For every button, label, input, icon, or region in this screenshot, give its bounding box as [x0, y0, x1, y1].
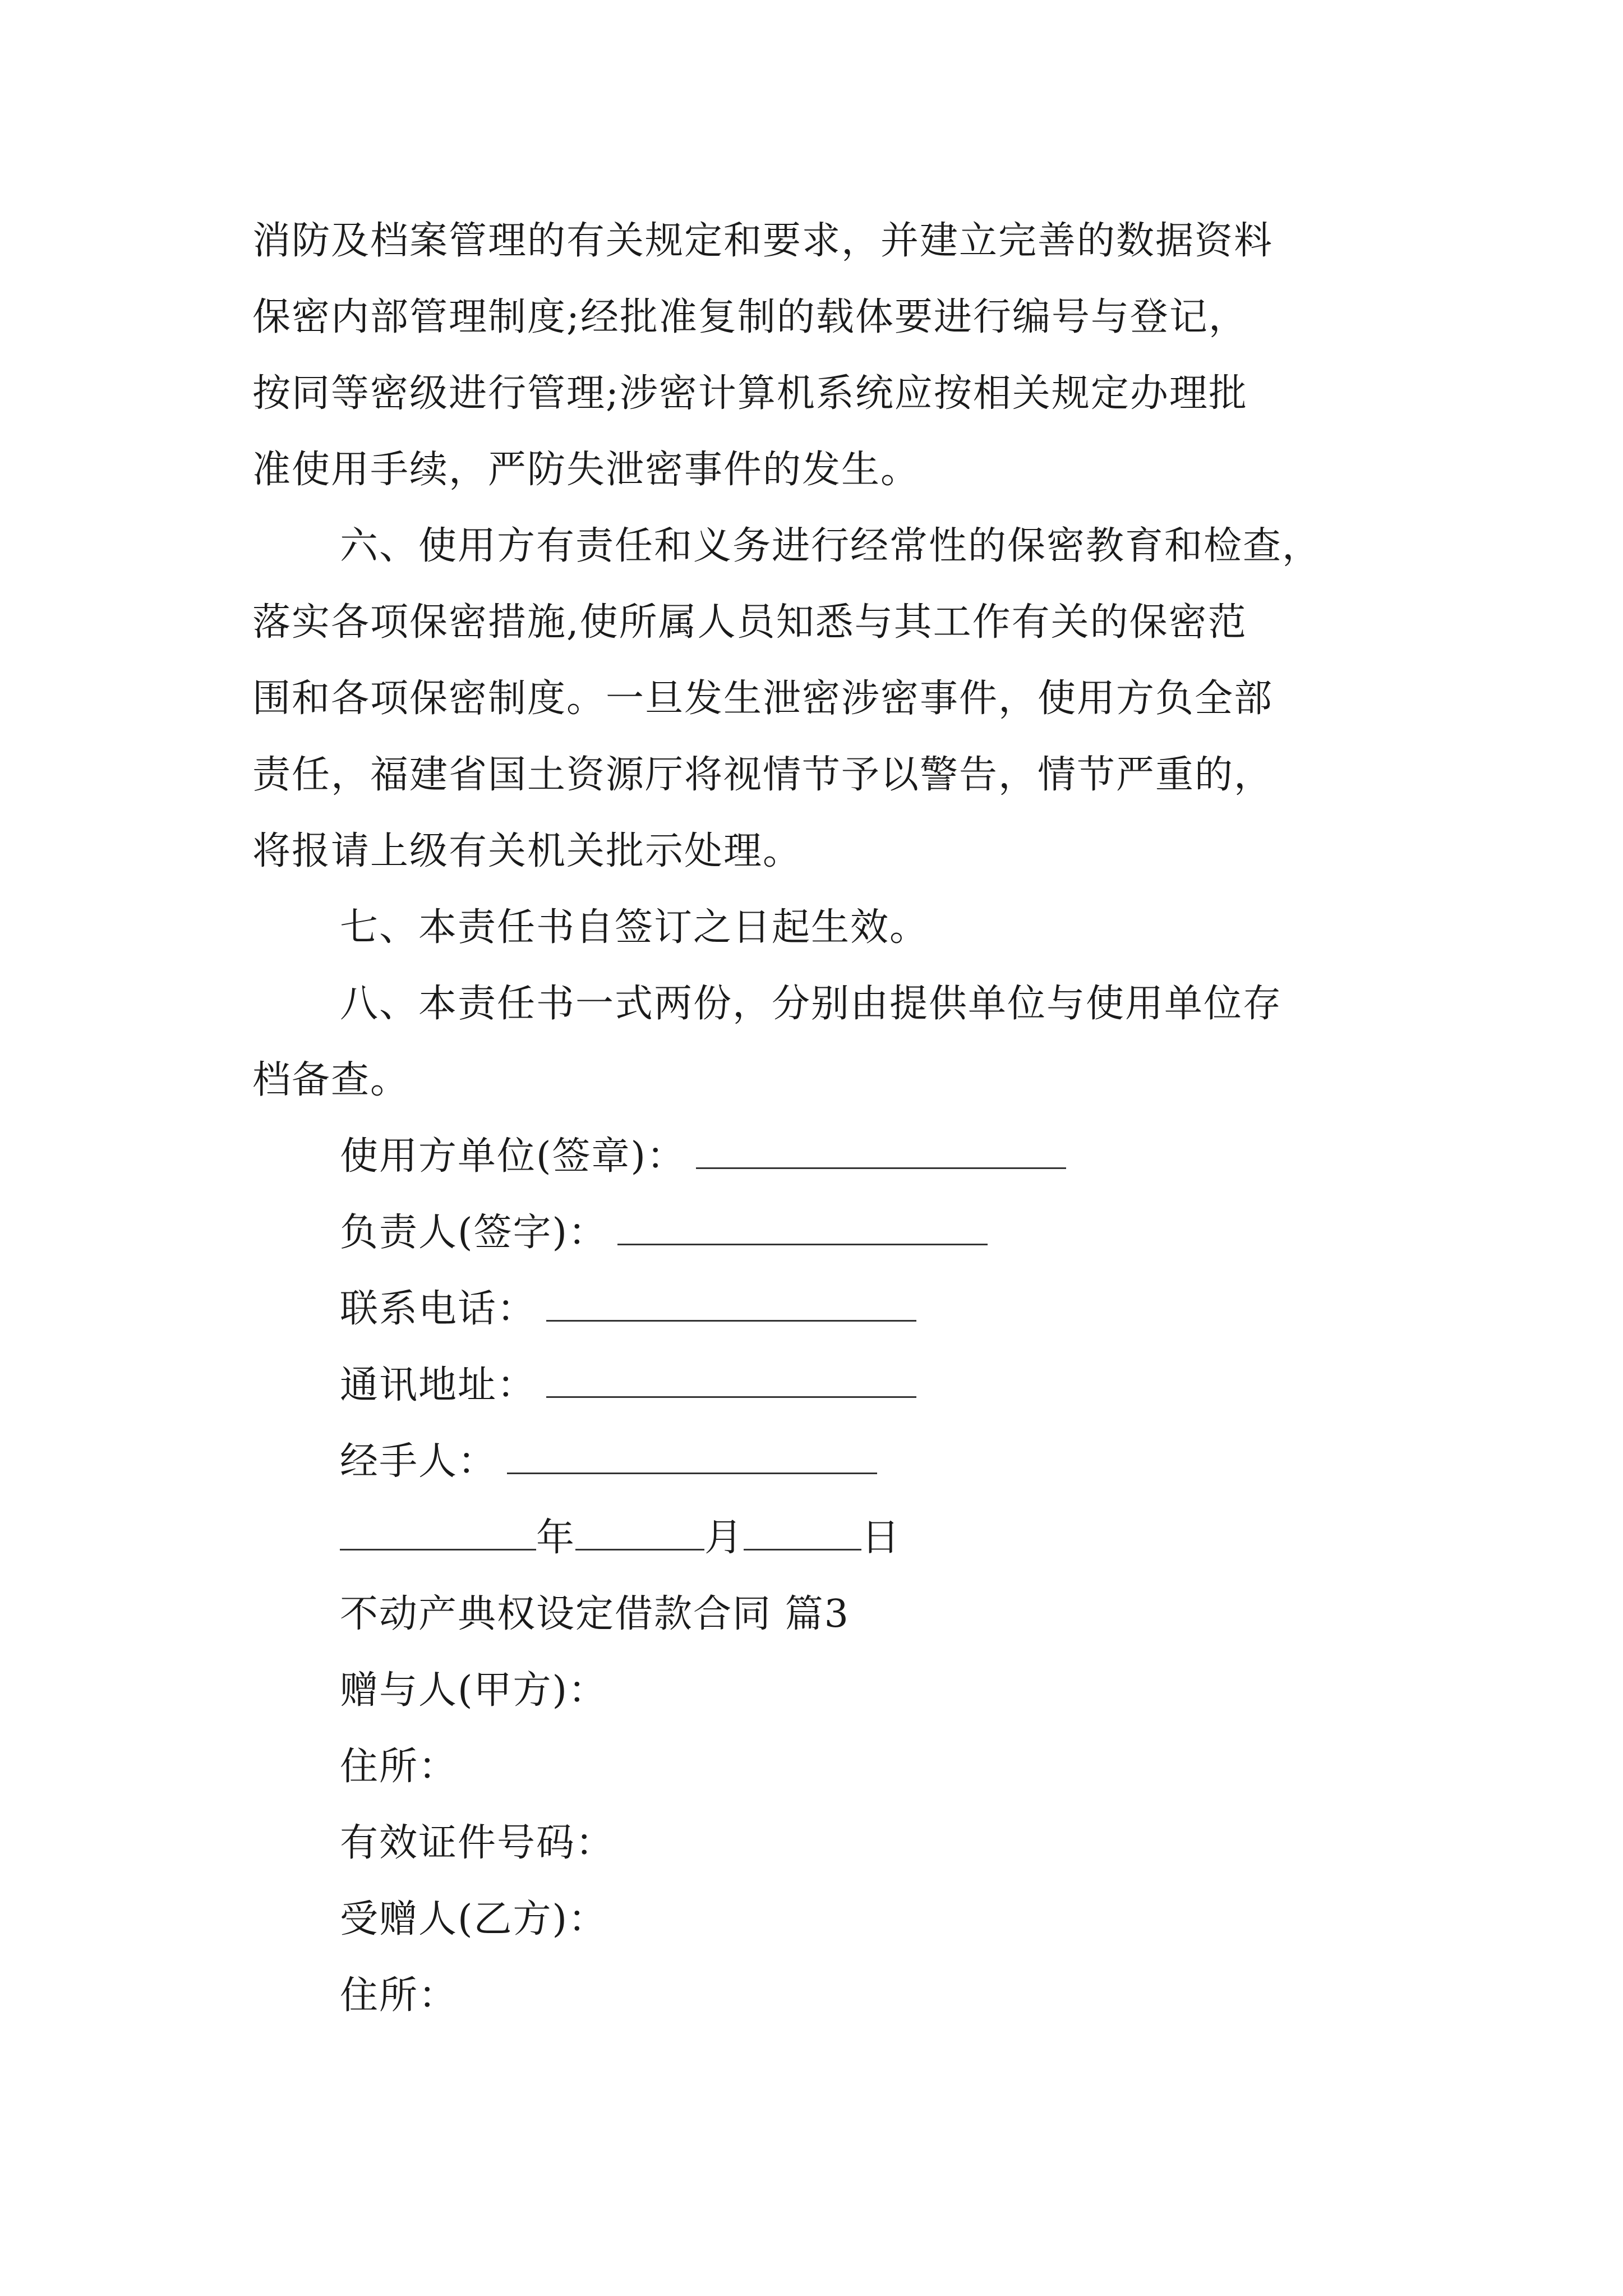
- date-month-label: 月: [704, 1516, 744, 1560]
- clause-8-line: 档备查。: [252, 1058, 410, 1102]
- date-year-field[interactable]: [340, 1512, 536, 1550]
- clause-6-line: 落实各项保密措施,使所属人员知悉与其工作有关的保密范: [252, 600, 1247, 645]
- date-month-field[interactable]: [575, 1512, 704, 1550]
- address-label: 通讯地址：: [340, 1363, 537, 1407]
- signature-unit-label: 使用方单位(签章)：: [340, 1134, 686, 1179]
- phone-label: 联系电话：: [340, 1287, 537, 1331]
- date-day-label: 日: [861, 1516, 901, 1560]
- clause-6-line: 六、使用方有责任和义务进行经常性的保密教育和检查，: [340, 524, 1322, 568]
- signature-person-field[interactable]: [617, 1207, 988, 1245]
- section-title: 不动产典权设定借款合同 篇3: [340, 1592, 850, 1636]
- address-row: [340, 1359, 916, 1412]
- clause-6-line: 将报请上级有关机关批示处理。: [252, 829, 803, 873]
- signature-person-label: 负责人(签字)：: [340, 1211, 608, 1255]
- donor-label: 赠与人(甲方)：: [340, 1668, 608, 1713]
- paragraph-line: 准使用手续，严防失泄密事件的发生。: [252, 448, 920, 492]
- paragraph-line: 按同等密级进行管理;涉密计算机系统应按相关规定办理批: [252, 371, 1248, 416]
- clause-8-line: 八、本责任书一式两份，分别由提供单位与使用单位存: [340, 982, 1283, 1026]
- signature-unit-field[interactable]: [696, 1130, 1066, 1169]
- paragraph-line: 保密内部管理制度;经批准复制的载体要进行编号与登记，: [252, 295, 1248, 339]
- phone-row: [340, 1282, 916, 1336]
- handler-label: 经手人：: [340, 1439, 497, 1484]
- handler-row: [340, 1435, 877, 1489]
- clause-6-line: 责任，福建省国土资源厅将视情节予以警告，情节严重的，: [252, 753, 1274, 797]
- signature-person-row: [340, 1206, 988, 1260]
- paragraph-line: 消防及档案管理的有关规定和要求，并建立完善的数据资料: [252, 219, 1274, 263]
- date-day-field[interactable]: [744, 1512, 861, 1550]
- clause-6-line: 围和各项保密制度。一旦发生泄密涉密事件，使用方负全部: [252, 677, 1274, 721]
- donor-address-label: 住所：: [340, 1745, 458, 1789]
- address-field[interactable]: [546, 1359, 916, 1398]
- date-row: [340, 1511, 901, 1565]
- donee-label: 受赠人(乙方)：: [340, 1897, 608, 1941]
- phone-field[interactable]: [546, 1283, 916, 1322]
- signature-unit-row: [340, 1130, 1066, 1184]
- date-year-label: 年: [536, 1516, 576, 1560]
- id-number-label: 有效证件号码：: [340, 1821, 615, 1865]
- clause-7: 七、本责任书自签订之日起生效。: [340, 905, 929, 950]
- donee-address-label: 住所：: [340, 1973, 458, 2018]
- handler-field[interactable]: [507, 1435, 877, 1474]
